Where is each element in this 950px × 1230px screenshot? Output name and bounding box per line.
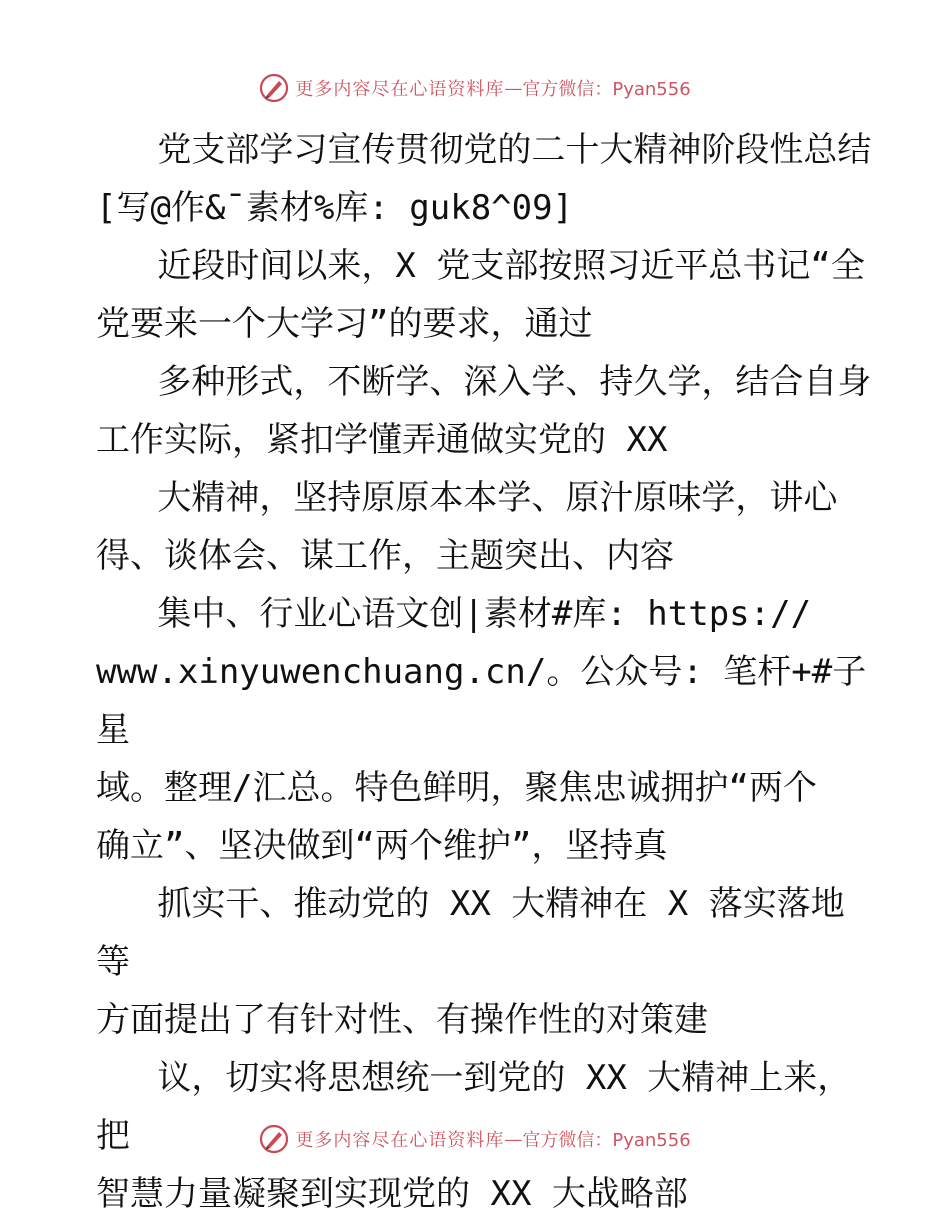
- text-line: 工作实际，紧扣学懂弄通做实党的 XX: [96, 420, 668, 460]
- text-line: 域。整理/汇总。特色鲜明，聚焦忠诚拥护“两个: [96, 768, 817, 808]
- header-banner: [0, 73, 950, 103]
- text-line: 集中、行业心语文创|素材#库: https://: [96, 594, 812, 634]
- text-line: 得、谈体会、谋工作，主题突出、内容: [96, 536, 674, 576]
- text-line: 抓实干、推动党的 XX 大精神在 X 落实落地等: [96, 884, 845, 982]
- document-body: [96, 121, 876, 1223]
- quill-logo-icon: [259, 73, 289, 103]
- title-line: 党支部学习宣传贯彻党的二十大精神阶段性总结: [96, 130, 872, 170]
- footer-banner: [0, 1124, 950, 1154]
- text-line: 多种形式，不断学、深入学、持久学，结合自身: [96, 362, 872, 402]
- text-line: 大精神，坚持原原本本学、原汁原味学，讲心: [96, 478, 838, 518]
- text-line: 党要来一个大学习”的要求，通过: [96, 304, 593, 344]
- text-line: 确立”、坚决做到“两个维护”，坚持真: [96, 826, 668, 866]
- banner-separator: —: [504, 1128, 523, 1150]
- banner-separator: —: [504, 77, 523, 99]
- text-line: 智慧力量凝聚到实现党的 XX 大战略部: [96, 1174, 688, 1214]
- text-line: 方面提出了有针对性、有操作性的对策建: [96, 1000, 708, 1040]
- text-line: 议，切实将思想统一到党的 XX 大精神上来，把: [96, 1058, 852, 1156]
- text-line: [写@作&¯素材%库: guk8^09]: [96, 188, 574, 228]
- quill-logo-icon: [259, 1124, 289, 1154]
- text-line: www.xinyuwenchuang.cn/。公众号: 笔杆+#子星: [96, 652, 867, 750]
- text-line: 近段时间以来，X 党支部按照习近平总书记“全: [96, 246, 865, 286]
- banner-site-text: 更多内容尽在心语资料库: [295, 79, 505, 100]
- banner-site-text: 更多内容尽在心语资料库: [295, 1130, 505, 1151]
- banner-wechat-text: 官方微信：Pyan556: [522, 1130, 691, 1151]
- banner-wechat-text: 官方微信：Pyan556: [522, 79, 691, 100]
